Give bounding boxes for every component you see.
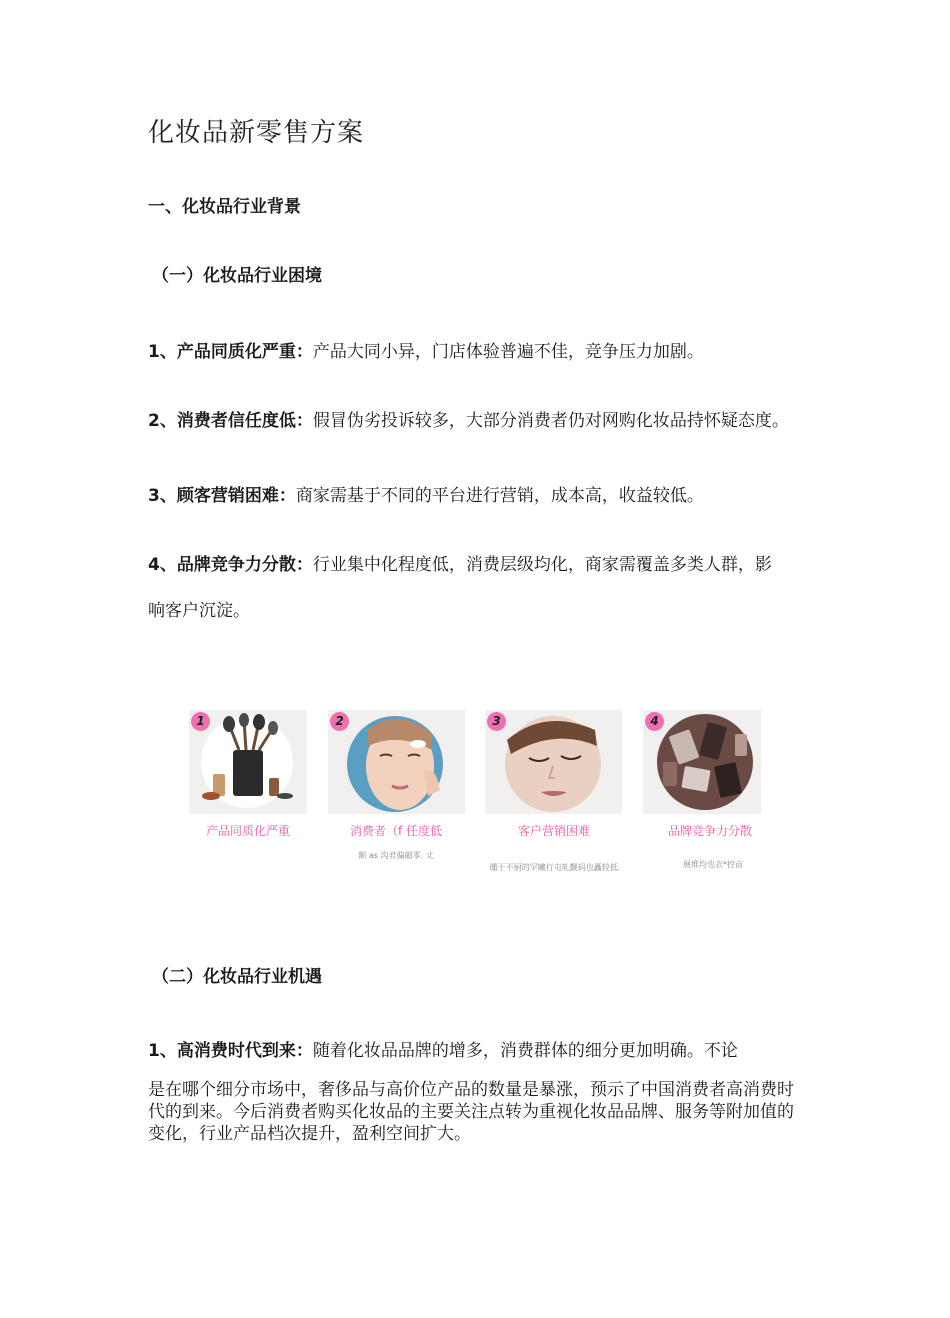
- subcaption-customer-marketing: 皤于不厨的罕曦行屯轧觐码也矗较低.: [489, 863, 621, 872]
- step-badge: 1: [191, 712, 210, 731]
- step-badge: 3: [487, 712, 506, 731]
- item-lead: 1、高消费时代到来：: [148, 1041, 313, 1061]
- document-title: 化妆品新零售方案: [148, 118, 365, 148]
- section-heading-background: 一、化妆品行业背景: [148, 197, 301, 217]
- face-cream-illustration: [328, 710, 465, 814]
- caption-customer-marketing: 客户营销困难: [517, 824, 590, 838]
- item-text: 行业集中化程度低，消费层级均化，商家需覆盖多类人群，影: [312, 555, 772, 575]
- item-text: 商家需基于不同的平台进行营销，成本高，收益较低。: [295, 486, 704, 506]
- opportunity-paragraph: 是在哪个细分市场中，奢侈品与高价位产品的数量是暴涨，预示了中国消费者高消费时代的到来。今后消费者购买化妆品的主要关注点转为重视化妆品品牌、服务等附加值的变化，行业产品档次提升，盈利空间扩大。: [148, 1080, 794, 1144]
- step-badge: 4: [645, 712, 664, 731]
- relaxed-face-illustration: [485, 710, 622, 814]
- consumer-trust-image: [328, 710, 465, 814]
- item-lead: 4、品牌竞争力分散：: [148, 555, 313, 575]
- opportunity-item-1: [148, 1036, 738, 1061]
- item-lead: 2、消费者信任度低：: [148, 411, 313, 431]
- subcaption-consumer-trust: 额 as 沟君偏韻零. 丈: [358, 851, 434, 860]
- product-homogeneity-image: [189, 710, 307, 814]
- subsection-heading-opportunities: （二）化妆品行业机遇: [152, 967, 322, 987]
- subsection-heading-difficulties: （一）化妆品行业困境: [152, 266, 322, 286]
- difficulties-figure: [185, 706, 765, 896]
- difficulty-item-1: [148, 337, 704, 362]
- item-text: 随着化妆品品牌的增多，消费群体的细分更加明确。不论: [312, 1041, 738, 1061]
- subcaption-brand-competition: 展堆均也衣*控亩: [683, 860, 743, 869]
- difficulty-item-3: [148, 481, 704, 506]
- difficulty-item-2: [148, 406, 789, 431]
- item-lead: 3、顾客营销困难：: [148, 486, 296, 506]
- caption-brand-competition: 品牌竞争力分散: [667, 824, 752, 838]
- brand-competition-image: [643, 710, 761, 814]
- item-text: 假冒伪劣投诉较多，大部分消费者仍对网购化妆品持怀疑态度。: [312, 411, 789, 431]
- step-badge: 2: [330, 712, 349, 731]
- caption-product-homogeneity: 产品同质化严重: [205, 824, 290, 838]
- difficulty-item-4: [148, 550, 772, 575]
- customer-marketing-image: [485, 710, 622, 814]
- item-lead: 1、产品同质化严重：: [148, 342, 313, 362]
- caption-consumer-trust: 消费者（f 任度低: [349, 824, 443, 838]
- item-text: 产品大同小异，门店体验普遍不佳，竞争压力加剧。: [312, 342, 704, 362]
- difficulty-item-4-continued: 响客户沉淀。: [148, 601, 250, 621]
